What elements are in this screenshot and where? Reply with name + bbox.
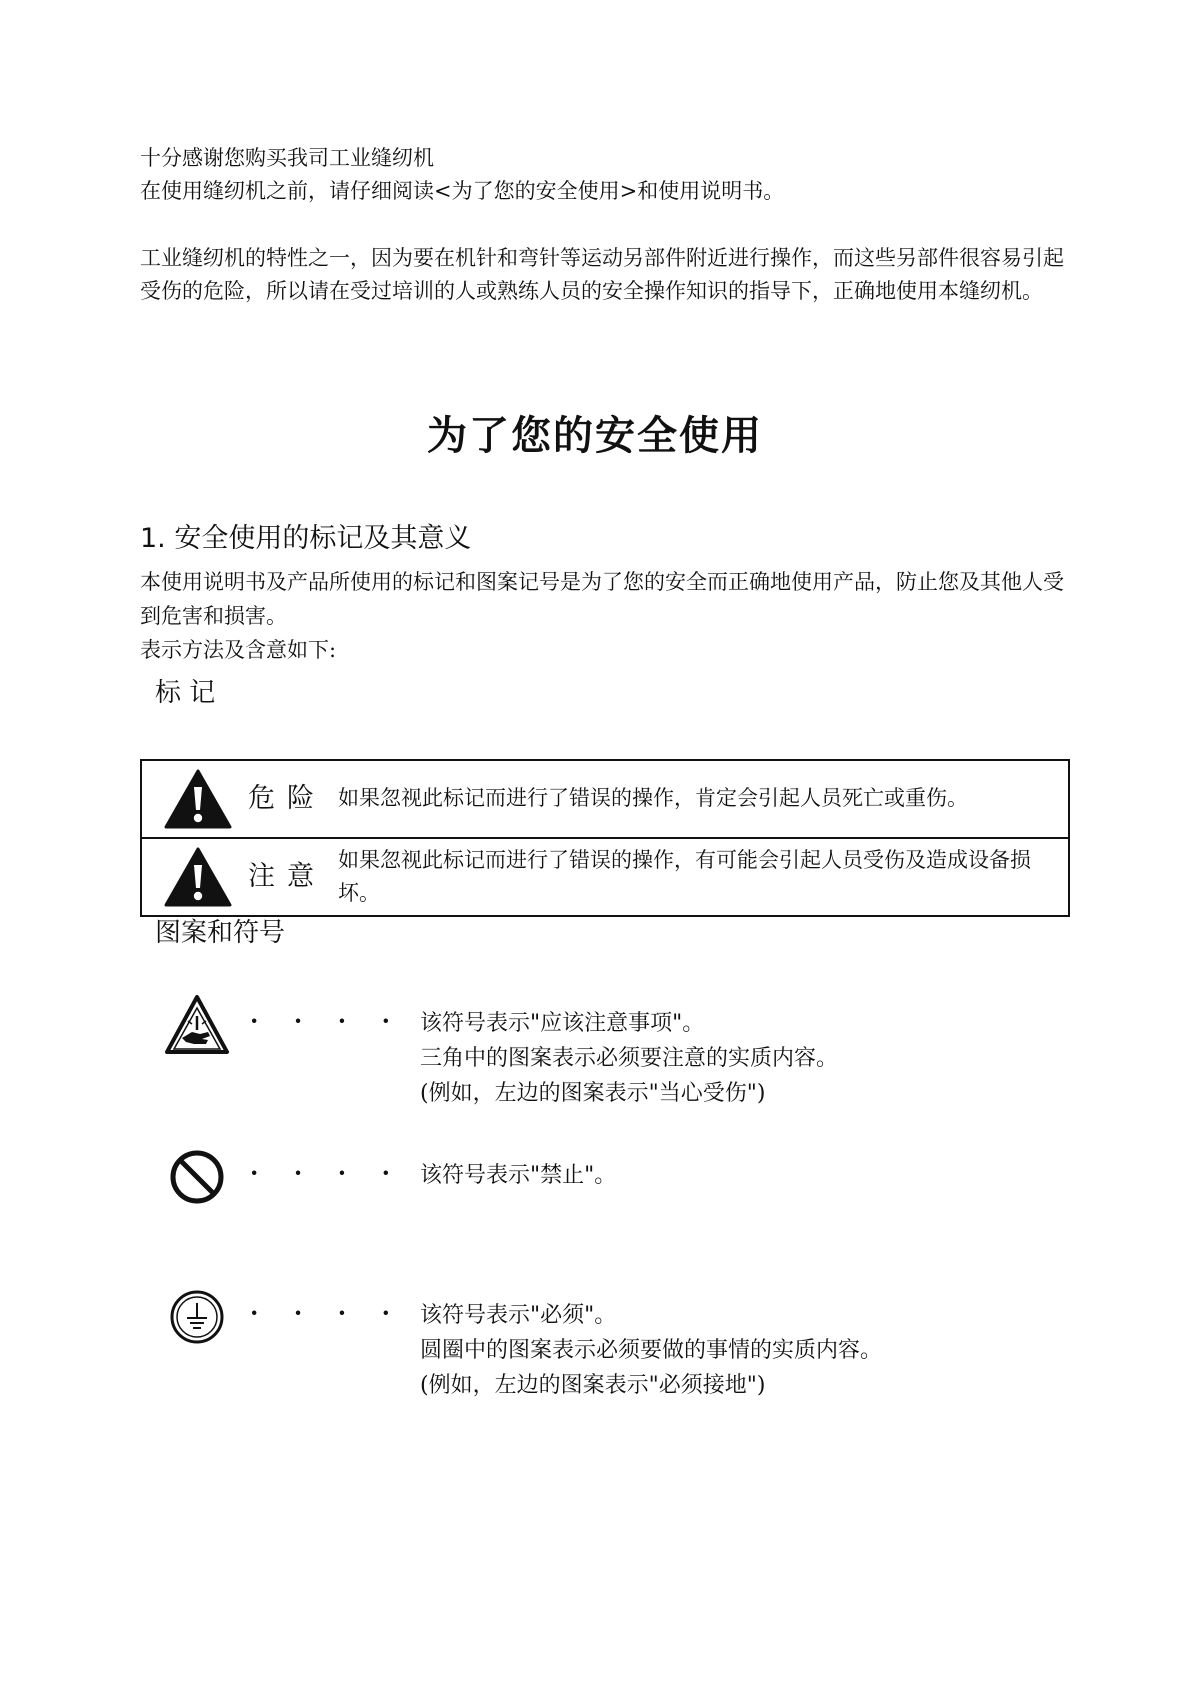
symbol-desc-mandatory (420, 1298, 1070, 1403)
intro-text (140, 142, 1070, 308)
leader-dot: · (250, 1158, 259, 1187)
symbol-mandatory-line-2: 圆圈中的图案表示必须要做的事情的实质内容。 (420, 1338, 883, 1363)
leader-dot: · (293, 1158, 303, 1187)
section-body (140, 565, 1070, 667)
symbol-caution-line-1: 该符号表示"应该注意事项"。 (420, 1011, 705, 1036)
mark-name-danger: 危险 (248, 783, 326, 814)
leader-dot: · (293, 1298, 303, 1327)
ground-mandatory-icon (164, 1286, 230, 1348)
mark-row-danger (142, 761, 1068, 839)
symbol-caution-line-2: 三角中的图案表示必须要注意的实质内容。 (420, 1046, 839, 1071)
page-title: 为了您的安全使用 (427, 413, 763, 459)
mark-name-caution: 注意 (248, 861, 326, 892)
prohibition-icon (164, 1146, 230, 1208)
intro-line-2: 在使用缝纫机之前，请仔细阅读<为了您的安全使用>和使用说明书。 (140, 179, 785, 203)
leader-dot: · (381, 1158, 390, 1187)
leader-dot: · (381, 1298, 390, 1327)
intro-line-1: 十分感谢您购买我司工业缝纫机 (140, 146, 434, 170)
leader-dot: · (337, 1158, 347, 1187)
mark-desc-caution: 如果忽视此标记而进行了错误的操作，有可能会引起人员受伤及造成设备损坏。 (338, 848, 1031, 905)
caution-warning-icon (164, 847, 232, 907)
section-body-text-2: 表示方法及含意如下: (140, 638, 337, 662)
symbol-desc-caution (420, 1006, 1070, 1111)
mark-desc-danger: 如果忽视此标记而进行了错误的操作，肯定会引起人员死亡或重伤。 (338, 786, 968, 810)
mark-row-caution (142, 839, 1068, 915)
leader-dot: · (250, 1298, 259, 1327)
leader-dot: · (250, 1006, 259, 1035)
symbol-prohibition-line-1: 该符号表示"禁止"。 (420, 1163, 617, 1188)
symbol-caution-line-3: (例如，左边的图案表示"当心受伤") (420, 1081, 766, 1106)
leader-dot: · (381, 1006, 390, 1035)
danger-warning-icon (164, 769, 232, 829)
marks-table (140, 759, 1070, 917)
leader-dots-1 (250, 1006, 390, 1035)
symbol-mandatory-line-1: 该符号表示"必须"。 (420, 1303, 617, 1328)
section-title: 1. 安全使用的标记及其意义 (140, 523, 472, 554)
symbol-mandatory-line-3: (例如，左边的图案表示"必须接地") (420, 1373, 766, 1398)
leader-dots-2 (250, 1158, 390, 1187)
section-body-text: 本使用说明书及产品所使用的标记和图案记号是为了您的安全而正确地使用产品，防止您及其他人受到危害和损害。 (140, 570, 1064, 628)
symbol-desc-prohibition (420, 1158, 1070, 1193)
symbols-heading: 图案和符号 (155, 918, 286, 948)
leader-dots-3 (250, 1298, 390, 1327)
leader-dot: · (337, 1298, 347, 1327)
intro-paragraph: 工业缝纫机的特性之一，因为要在机针和弯针等运动另部件附近进行操作，而这些另部件很容易引起受伤的危险，所以请在受过培训的人或熟练人员的安全操作知识的指导下，正确地使用本缝纫机。 (140, 246, 1064, 303)
leader-dot: · (293, 1006, 303, 1035)
hand-injury-caution-icon (164, 994, 230, 1056)
marks-heading: 标 记 (155, 678, 216, 708)
leader-dot: · (337, 1006, 347, 1035)
